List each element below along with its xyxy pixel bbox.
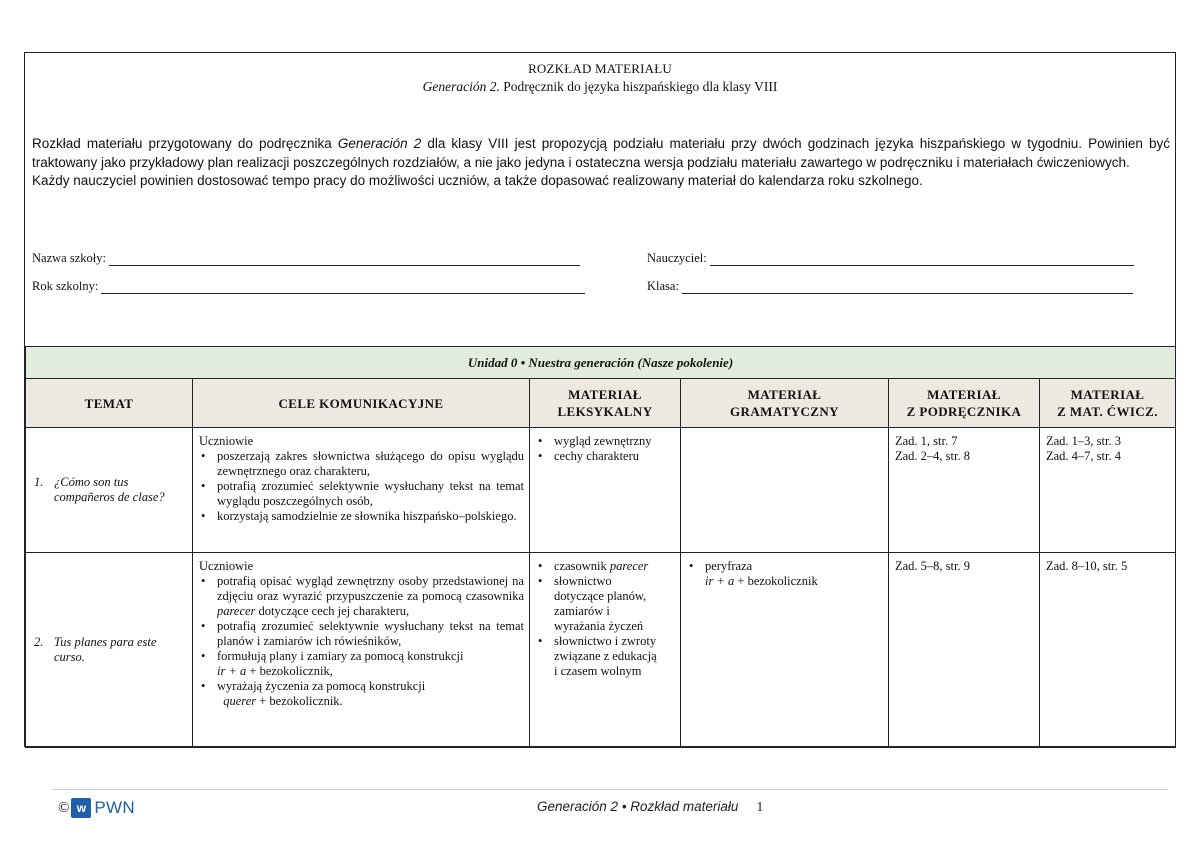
- goal-item: • formułują plany i zamiary za pomocą konstrukcji ir + a + bezokolicznik,: [199, 649, 524, 679]
- book-exercise: Zad. 1, str. 7: [895, 434, 958, 448]
- workbook-cell: [1040, 428, 1176, 553]
- lexical-item: • cechy charakteru: [536, 449, 675, 464]
- school-year-line[interactable]: [101, 281, 585, 294]
- grammar-cell: [681, 553, 889, 748]
- workbook-exercise: Zad. 4–7, str. 4: [1046, 449, 1121, 463]
- col-header-gramatyczny: MATERIAŁ GRAMATYCZNY: [681, 379, 889, 428]
- workbook-cell: [1040, 553, 1176, 748]
- goal-item: • potrafią zrozumieć selektywnie wysłuchany tekst na temat wyglądu poszczególnych osób,: [199, 479, 524, 509]
- teacher-label: Nauczyciel:: [647, 251, 707, 265]
- header-row: [26, 379, 1176, 428]
- lexical-cell: [530, 428, 681, 553]
- goal-item: • potrafią opisać wygląd zewnętrzny osoby przedstawionej na zdjęciu oraz wyrazić przypuszczenie za pomocą czasownika parecer dotyczące cech jej charakteru,: [199, 574, 524, 619]
- goal-item: • korzystają samodzielnie ze słownika hiszpańsko–polskiego.: [199, 509, 524, 524]
- document-title: ROZKŁAD MATERIAŁU: [528, 61, 672, 76]
- topic-cell: [26, 428, 193, 553]
- topic-number: 1.: [34, 475, 44, 489]
- topic-title: ¿Cómo son tus compañeros de clase?: [54, 475, 165, 504]
- intro-book-name: Generación 2: [337, 136, 422, 151]
- lexical-item: • wygląd zewnętrzny: [536, 434, 675, 449]
- intro-text-a: Rozkład materiału przygotowany do podręcznika: [32, 136, 338, 151]
- publisher-logo: [58, 798, 135, 818]
- goal-item: • potrafią zrozumieć selektywnie wysłuchany tekst na temat planów i zamiarów ich rówieśników,: [199, 619, 524, 649]
- goal-item: • poszerzają zakres słownictwa służącego do opisu wyglądu zewnętrznego oraz charakteru,: [199, 449, 524, 479]
- class-line[interactable]: [682, 281, 1133, 294]
- goals-intro: Uczniowie: [199, 559, 254, 573]
- lexical-item: • czasownik parecer: [536, 559, 675, 574]
- syllabus-table: [25, 346, 1176, 748]
- col-header-leksykalny: MATERIAŁ LEKSYKALNY: [530, 379, 681, 428]
- goals-cell: [193, 428, 530, 553]
- grammar-item: • peryfraza ir + a + bezokolicznik: [687, 559, 883, 589]
- intro-paragraph: [32, 135, 1170, 191]
- school-name-line[interactable]: [109, 253, 580, 266]
- copyright-symbol: ©: [58, 799, 70, 816]
- intro-section: [25, 53, 1175, 346]
- book-cell: [889, 553, 1040, 748]
- col-header-temat: TEMAT: [26, 379, 193, 428]
- book-cell: [889, 428, 1040, 553]
- teacher-line[interactable]: [710, 253, 1134, 266]
- lexical-item: • słownictwo i zwroty związane z edukacją i czasem wolnym: [536, 634, 675, 679]
- school-year-label: Rok szkolny:: [32, 279, 99, 293]
- workbook-exercise: Zad. 1–3, str. 3: [1046, 434, 1121, 448]
- class-field: [647, 279, 1133, 294]
- footer-divider: [52, 789, 1168, 790]
- intro-text-2: Każdy nauczyciel powinien dostosować tempo pracy do możliwości uczniów, a także dopasować realizowany materiał do kalendarza roku szkolnego.: [32, 173, 923, 188]
- document-subtitle: [25, 79, 1175, 95]
- school-year-field: [32, 279, 585, 294]
- footer-caption: [537, 799, 763, 816]
- lexical-item: • słownictwo dotyczące planów, zamiarów i wyrażania życzeń: [536, 574, 675, 634]
- book-exercise: Zad. 5–8, str. 9: [895, 559, 970, 573]
- subtitle-rest: Podręcznik do języka hiszpańskiego dla klasy VIII: [499, 79, 778, 94]
- topic-number: 2.: [34, 635, 44, 649]
- class-label: Klasa:: [647, 279, 679, 293]
- teacher-field: [647, 251, 1134, 266]
- table-row: [26, 428, 1176, 553]
- footer-separator: •: [618, 799, 631, 814]
- school-name-field: [32, 251, 580, 266]
- topic-title: Tus planes para este curso.: [54, 635, 157, 664]
- school-name-label: Nazwa szkoły:: [32, 251, 106, 265]
- footer-book-title: Generación 2: [537, 799, 619, 814]
- page-number: 1: [756, 800, 764, 815]
- goals-cell: [193, 553, 530, 748]
- document-frame: [24, 52, 1176, 747]
- unit-row: [26, 347, 1176, 379]
- col-header-podrecznik: MATERIAŁ Z PODRĘCZNIKA: [889, 379, 1040, 428]
- col-header-cele: CELE KOMUNIKACYJNE: [193, 379, 530, 428]
- subtitle-book-name: Generación 2.: [422, 79, 500, 94]
- intro-text-b: dla klasy VIII jest propozycją podziału materiału przy dwóch godzinach języka hiszpańskiego w tygodniu. Powinien być traktowany jako przykładowy plan realizacji poszczególnych rozdziałów, a nie jako jedyna i ostateczna wersja podziału materiału zawartego w podręczniku i materiałach ćwiczeniowych.: [32, 136, 1170, 170]
- unit-title: Unidad 0 • Nuestra generación (Nasze pokolenie): [26, 347, 1176, 379]
- grammar-cell: [681, 428, 889, 553]
- pwn-logo-icon: w: [71, 798, 91, 818]
- footer-doc-name: Rozkład materiału: [630, 799, 739, 814]
- topic-cell: [26, 553, 193, 748]
- lexical-cell: [530, 553, 681, 748]
- goal-item: • wyrażają życzenia za pomocą konstrukcji querer + bezokolicznik.: [199, 679, 524, 709]
- col-header-cwiczenia: MATERIAŁ Z MAT. ĆWICZ.: [1040, 379, 1176, 428]
- workbook-exercise: Zad. 8–10, str. 5: [1046, 559, 1128, 573]
- book-exercise: Zad. 2–4, str. 8: [895, 449, 970, 463]
- table-row: [26, 553, 1176, 748]
- pwn-logo-text: PWN: [94, 798, 135, 817]
- goals-intro: Uczniowie: [199, 434, 254, 448]
